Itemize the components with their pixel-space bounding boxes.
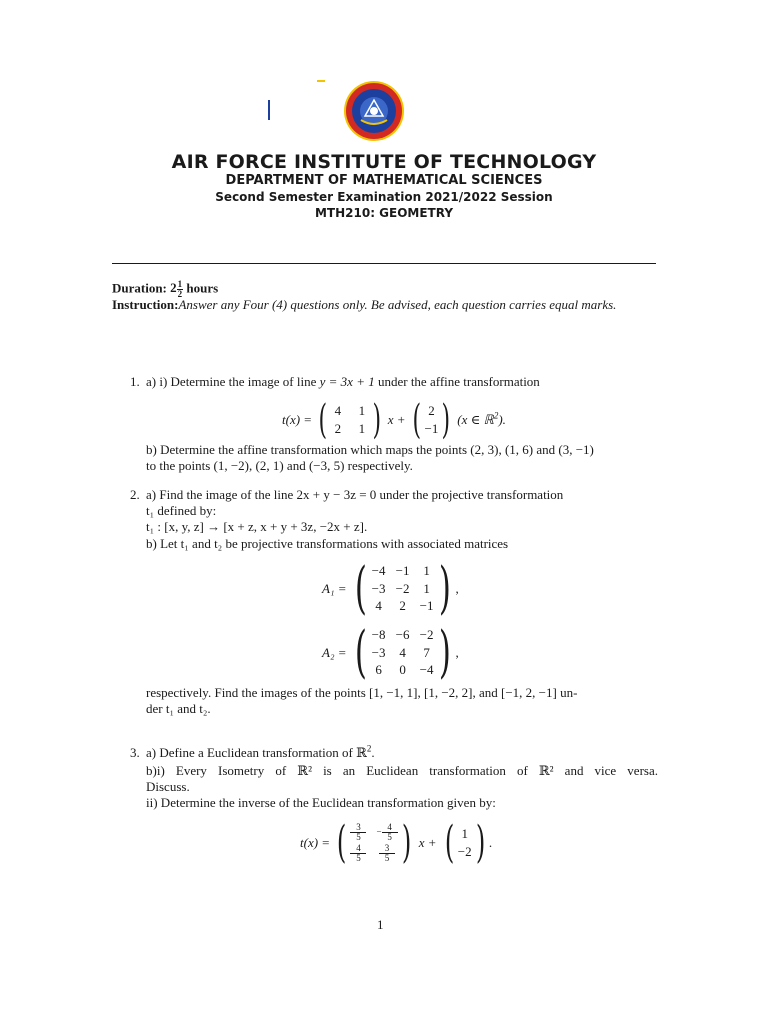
q1-part-a: a) i) Determine the image of line y = 3x + 1 under the affine transformation (146, 374, 540, 389)
q2-line4: b) Let t₁ and t₂ be projective transformations with associated matrices (146, 536, 509, 551)
page-number: 1 (377, 917, 384, 932)
q1-part-b-line2: to the points (1, −2), (2, 1) and (−3, 5) respectively. (146, 458, 413, 473)
q2-matrix-a1: A₁ = ( −4 −1 1 −3 −2 1 4 2 −1 ) , (322, 556, 459, 621)
duration-label: Duration: (112, 280, 167, 296)
header-divider (112, 263, 656, 264)
q2-line6: der t₁ and t₂. (146, 701, 211, 716)
institution-title: AIR FORCE INSTITUTE OF TECHNOLOGY (171, 151, 597, 173)
q2-line5: respectively. Find the images of the points [1, −1, 1], [1, −2, 2], and [−1, 2, −1] un- (146, 685, 578, 700)
institute-crest-logo (343, 80, 405, 142)
q3-transformation: t(x) = ( $\frac{3}{5}$ − $\frac{4}{5}$ $\frac{4}{5}$ $\frac{3}{5}$ ) x + ( 1 −2 ) . (300, 817, 493, 868)
logo-fragment-bar (268, 100, 270, 120)
q3-line4: ii) Determine the inverse of the Euclidean transformation given by: (146, 795, 496, 810)
q2-matrix-a2: A₂ = ( −8 −6 −2 −3 4 7 6 0 −4 ) , (322, 620, 459, 685)
exam-session: Second Semester Examination 2021/2022 Session (215, 190, 553, 204)
duration-unit: hours (186, 280, 219, 296)
logo-fragment-mark (317, 80, 325, 82)
q2-number: 2. (130, 487, 140, 502)
q2-line1: a) Find the image of the line 2x + y − 3z = 0 under the projective transformation (146, 487, 564, 502)
q3-line1: a) Define a Euclidean transformation of ℝ$^2$. (146, 743, 375, 760)
instruction (112, 297, 660, 313)
q2-line3: t₁ : [x, y, z] → [x + z, x + y + 3z, −2x + z]. (146, 519, 368, 534)
course-code: MTH210: GEOMETRY (314, 206, 454, 220)
duration-value: 2 $\frac{1}{2}$ (170, 279, 183, 299)
department-title: DEPARTMENT OF MATHEMATICAL SCIENCES (225, 173, 543, 188)
instruction-label: Instruction: (112, 297, 179, 312)
q1-matrix: ( 4 1 2 1 ) (318, 397, 382, 443)
q3-vector: ( 1 −2 ) (444, 817, 486, 868)
q1-domain: (x ∈ ℝ$^2$). (457, 410, 506, 427)
q3-line3: Discuss. (146, 779, 190, 794)
q1-part-b-line1: b) Determine the affine transformation which maps the points (2, 3), (1, 6) and (3, −1) (146, 442, 594, 457)
q1-number: 1. (130, 374, 140, 389)
q1-vector: ( 2 −1 ) (412, 397, 451, 443)
q3-number: 3. (130, 745, 140, 760)
q2-line2: t₁ defined by: (146, 503, 217, 518)
instruction-text: Answer any Four (4) questions only. Be advised, each question carries equal marks. (178, 297, 617, 312)
q1-line-equation: y = 3x + 1 (319, 374, 375, 389)
q3-line2: b)i) Every Isometry of ℝ² is an Euclidean transformation of ℝ² and vice versa. (146, 763, 658, 778)
q1-transformation: t(x) = ( 4 1 2 1 ) x + ( 2 −1 ) (x ∈ ℝ$^2$). (282, 397, 506, 443)
q3-matrix: ( $\frac{3}{5}$ − $\frac{4}{5}$ $\frac{4}{5}$ $\frac{3}{5}$ ) (337, 817, 411, 868)
